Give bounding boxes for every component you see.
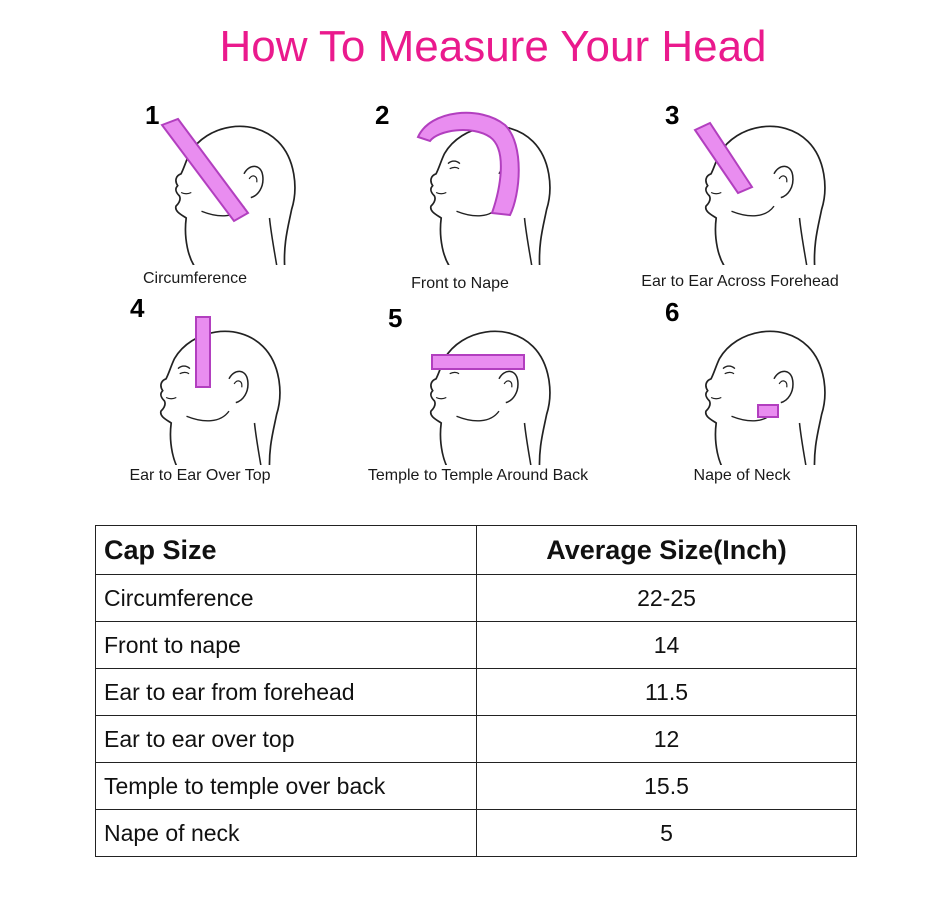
step-3-panel [640,95,940,295]
table-row [96,810,857,857]
measuring-tape [695,123,752,193]
step-number: 4 [130,293,145,323]
table-row [96,575,857,622]
page-title: How To Measure Your Head [219,22,767,71]
step-2-panel [360,95,660,295]
step-caption: Front to Nape [411,275,509,292]
step-number: 2 [375,100,390,130]
measurement-value: 12 [477,716,857,763]
step-5-panel [360,295,660,495]
step-number: 1 [145,100,160,130]
head-diagram-ear-to-ear-over-top [100,295,403,465]
measurement-value: 5 [477,810,857,857]
step-caption: Ear to Ear Across Forehead [641,273,839,290]
measuring-tape [418,113,519,215]
head-diagram-circumference [100,95,400,265]
measurement-name: Front to nape [96,622,477,669]
measurement-name: Nape of neck [96,810,477,857]
cap-size-table [95,525,857,857]
step-4-panel [100,293,403,495]
measurement-value: 11.5 [477,669,857,716]
step-1-panel [100,95,400,295]
table-row [96,622,857,669]
measurement-name: Circumference [96,575,477,622]
step-caption: Temple to Temple Around Back [367,467,589,484]
measurement-name: Ear to ear from forehead [96,669,477,716]
table-row [96,669,857,716]
head-diagram-front-to-nape [360,95,660,265]
measurement-value: 22-25 [477,575,857,622]
column-header-average-size: Average Size(Inch) [477,526,857,575]
measuring-tape [162,119,248,221]
measuring-tape [758,405,778,417]
head-diagram-ear-to-ear-forehead [640,95,940,265]
table-row [96,763,857,810]
step-caption: Circumference [142,270,248,287]
measurement-value: 14 [477,622,857,669]
measurement-name: Ear to ear over top [96,716,477,763]
column-header-cap-size: Cap Size [96,526,477,575]
measuring-tape [196,317,210,387]
measuring-tape [432,355,524,369]
table-row [96,716,857,763]
measurement-name: Temple to temple over back [96,763,477,810]
measurement-value: 15.5 [477,763,857,810]
step-number: 5 [388,303,403,333]
step-caption: Ear to Ear Over Top [129,467,271,484]
table-header-row [96,526,857,575]
step-caption: Nape of Neck [693,467,791,484]
head-diagram-temple-to-temple [360,295,660,465]
step-number: 6 [665,297,680,327]
step-number: 3 [665,100,680,130]
head-diagram-nape-of-neck [640,295,940,465]
step-6-panel [640,295,940,495]
